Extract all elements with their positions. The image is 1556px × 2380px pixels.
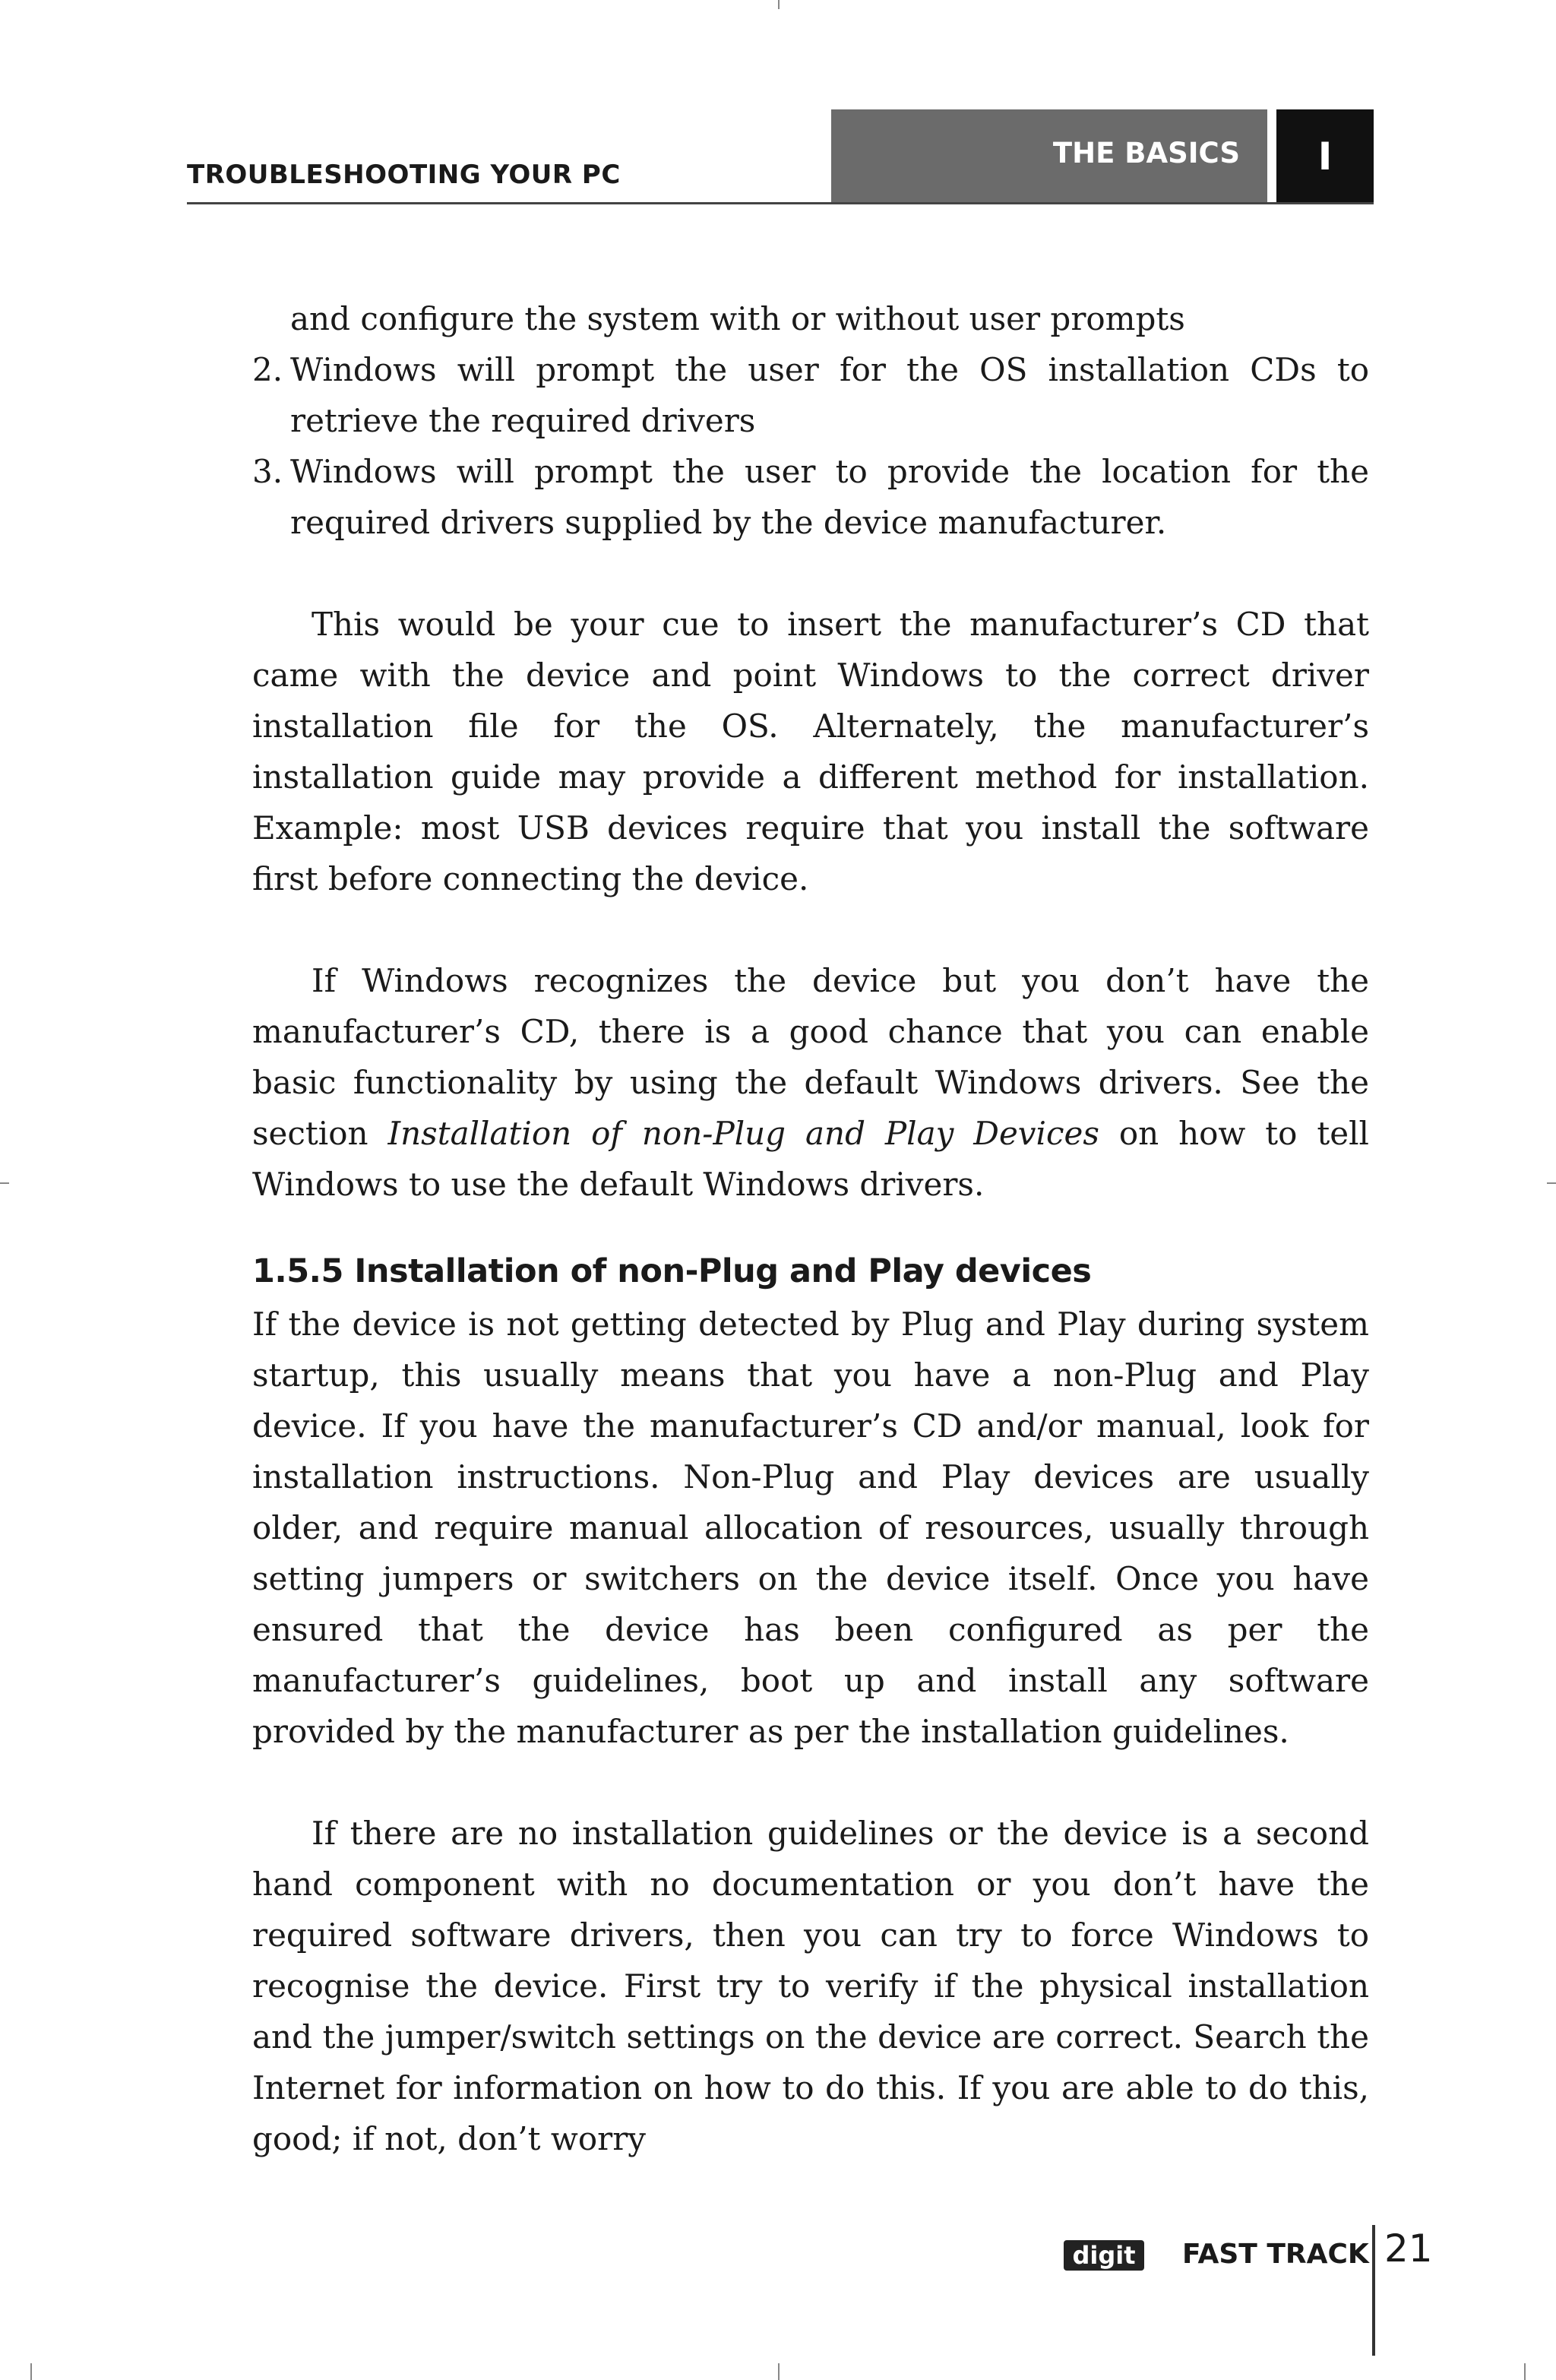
crop-mark — [1547, 1182, 1556, 1184]
paragraph-text: on how to tell Windows to use the default Windows drivers. — [252, 1115, 1369, 1203]
crop-mark — [30, 2363, 32, 2380]
crop-mark — [1524, 2363, 1526, 2380]
section-reference: Installation of non-Plug and Play Devices — [387, 1115, 1099, 1152]
header-rule — [187, 202, 1374, 204]
list-item — [252, 446, 1369, 548]
body-paragraph: If there are no installation guidelines or the device is a second hand component with no documentation or you don’t have the required software drivers, then you can try to force Windows to recognise the device. First try to verify if the physical installation and the jumper/switch settings on the device are correct. Search the Internet for information on how to do this. If you are able to do this, good; if not, don’t worry — [252, 1815, 1369, 2157]
page-body — [252, 293, 1369, 2164]
section-tab-label: THE BASICS — [1052, 137, 1240, 169]
footer-label: FAST TRACK — [1182, 2239, 1369, 2270]
list-item — [252, 293, 1369, 344]
page-number: 21 — [1384, 2227, 1433, 2271]
paragraph-text: If Windows recognizes the device but you don’t have the manufacturer’s CD, there is a good chance that you can enable basic functionality by using the default Windows drivers. See the section — [252, 962, 1369, 1152]
body-paragraph: This would be your cue to insert the manufacturer’s CD that came with the device and point Windows to the correct driver installation file for the OS. Alternately, the manufacturer’s installation guide may provide a different method for installation. Example: most USB devices require that you install the software first before connecting the device. — [252, 606, 1369, 897]
body-paragraph — [252, 955, 1369, 1210]
crop-mark — [778, 0, 780, 9]
list-item-text: and configure the system with or without user prompts — [290, 300, 1185, 337]
list-item — [252, 344, 1369, 446]
list-item-number: 2. — [252, 351, 283, 388]
crop-mark — [0, 1182, 9, 1184]
digit-logo: digit — [1064, 2240, 1144, 2271]
list-item-number: 3. — [252, 453, 283, 490]
list-item-text: Windows will prompt the user for the OS installation CDs to retrieve the required drivers — [290, 351, 1369, 439]
section-number-box: I — [1276, 109, 1374, 204]
footer-rule — [1372, 2225, 1375, 2356]
section-tab — [831, 109, 1267, 202]
running-header-title: TROUBLESHOOTING YOUR PC — [187, 160, 621, 190]
crop-mark — [778, 2363, 780, 2380]
section-heading: 1.5.5 Installation of non-Plug and Play devices — [252, 1252, 1092, 1290]
list-item-text: Windows will prompt the user to provide the location for the required drivers supplied by the device manufacturer. — [290, 453, 1369, 541]
body-paragraph: If the device is not getting detected by Plug and Play during system startup, this usually means that you have a non-Plug and Play device. If you have the manufacturer’s CD and/or manual, look for installation instructions. Non-Plug and Play devices are usually older, and require manual allocation of resources, usually through setting jumpers or switchers on the device itself. Once you have ensured that the device has been configured as per the manufacturer’s guidelines, boot up and install any software provided by the manufacturer as per the installation guidelines. — [252, 1306, 1369, 1750]
